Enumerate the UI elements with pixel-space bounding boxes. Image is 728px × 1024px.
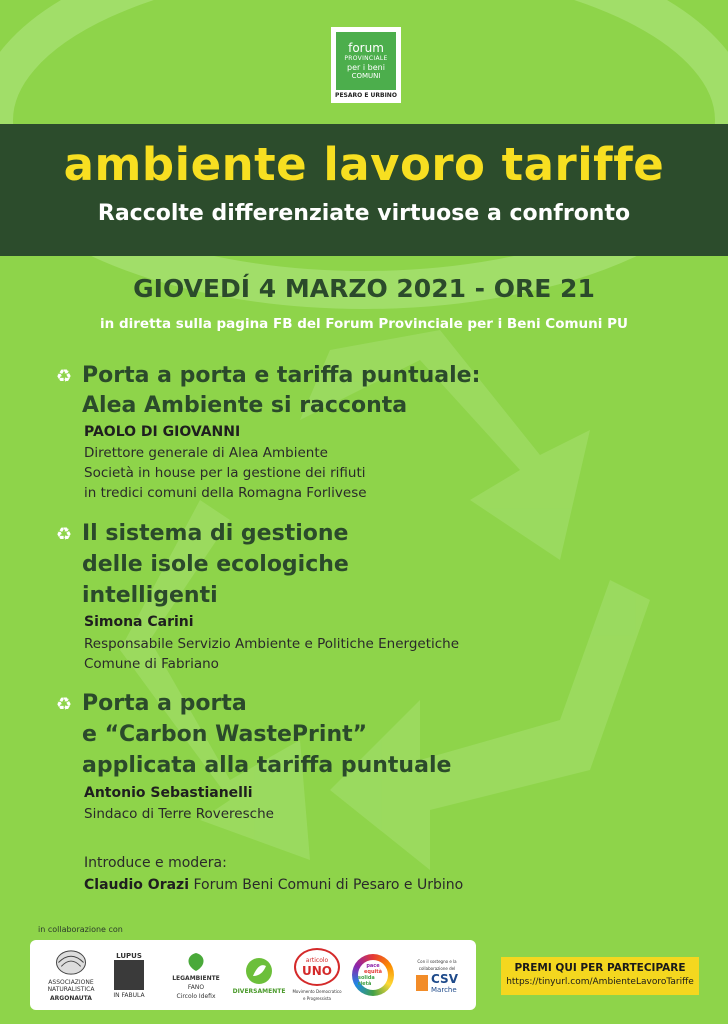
moderator-org: Forum Beni Comuni di Pesaro e Urbino: [193, 877, 464, 893]
forum-logo-mark: [336, 32, 396, 90]
leaf-circle-icon: [244, 956, 274, 986]
speaker-role: Direttore generale di Alea Ambiente: [84, 445, 328, 461]
item-title-line: intelligenti: [82, 583, 218, 608]
legambiente-logo: [166, 948, 226, 1002]
logo-subtitle: PESARO E URBINO: [335, 92, 397, 99]
speaker-role: Sindaco di Terre Roveresche: [84, 806, 274, 822]
csv-name: CSV: [431, 972, 458, 986]
peace-equity-logo: [348, 948, 398, 1002]
item-title-line: Il sistema di gestione: [82, 521, 349, 546]
page-title: ambiente lavoro tariffe: [63, 138, 665, 191]
page-subtitle: Raccolte differenziate virtuose a confronto: [97, 201, 631, 226]
participate-button[interactable]: [501, 957, 699, 995]
speaker-name: Simona Carini: [84, 614, 194, 630]
legambiente-name: LEGAMBIENTE: [172, 974, 220, 982]
recycle-icon: ♻: [56, 694, 73, 715]
speaker-role: in tredici comuni della Romagna Forlivese: [84, 485, 367, 501]
event-date: GIOVEDÍ 4 MARZO 2021 - ORE 21: [133, 274, 595, 303]
rainbow-circle-icon: [352, 954, 394, 996]
speaker-role: Società in house per la gestione dei rifiuti: [84, 465, 366, 481]
articolo-sub: Movimento Democratico e Progressista: [292, 989, 342, 1001]
item-title-line: Porta a porta: [82, 691, 247, 716]
title-banner: [0, 124, 728, 256]
logo-line3: per i beni: [347, 62, 385, 72]
logo-line4: COMUNI: [351, 71, 381, 80]
argonauta-logo: [42, 948, 100, 1002]
argonauta-top: ASSOCIAZIONE NATURALISTICA: [47, 979, 95, 993]
recycle-icon: ♻: [56, 524, 73, 545]
articolo-uno-badge: [294, 948, 340, 986]
forum-logo: [331, 27, 401, 103]
csv-marche-logo: [408, 948, 466, 1002]
lupus-bottom: IN FABULA: [113, 992, 145, 999]
logo-line1: forum: [348, 40, 384, 55]
moderator-block: [84, 852, 463, 896]
recycle-icon: ♻: [56, 366, 73, 387]
logo-line2: PROVINCIALE: [344, 54, 388, 62]
participate-link[interactable]: https://tinyurl.com/AmbienteLavoroTariffe: [506, 977, 694, 987]
moderator-line: [84, 874, 463, 896]
collaboration-label: in collaborazione con: [38, 925, 123, 934]
articolo-top: articolo: [305, 956, 329, 964]
diversamente-name: DIVERSAMENTE: [232, 987, 286, 995]
item-title-line: e “Carbon WastePrint”: [82, 722, 368, 747]
diversamente-logo: [234, 948, 284, 1002]
csv-top: Con il sostegno e la collaborazione del: [417, 959, 457, 971]
circle-line-2: equità: [363, 969, 382, 975]
participate-label: PREMI QUI PER PARTECIPARE: [514, 962, 686, 974]
lupus-logo: [108, 948, 150, 1002]
articolo-uno-logo: [292, 948, 342, 1002]
moderator-label: Introduce e modera:: [84, 855, 227, 871]
item-title-line: Porta a porta e tariffa puntuale:: [82, 363, 481, 388]
speaker-name: PAOLO DI GIOVANNI: [84, 424, 241, 440]
leaf-icon: [183, 951, 209, 973]
item-title-line: delle isole ecologiche: [82, 552, 349, 577]
wolf-icon: [114, 960, 144, 990]
item-title-line: Alea Ambiente si racconta: [82, 393, 408, 418]
item-title-line: applicata alla tariffa puntuale: [82, 753, 452, 778]
speaker-role: Comune di Fabriano: [84, 656, 219, 672]
csv-sub: Marche: [431, 986, 457, 994]
circle-line-1: pace: [366, 963, 380, 969]
event-live-info: in diretta sulla pagina FB del Forum Provinciale per i Beni Comuni PU: [100, 316, 628, 332]
csv-mark-icon: [416, 975, 428, 991]
speaker-name: Antonio Sebastianelli: [84, 785, 253, 801]
articolo-uno-name: UNO: [302, 963, 332, 978]
circle-line-3: solida rietà: [358, 975, 375, 987]
argonauta-name: ARGONAUTA: [50, 995, 92, 1002]
shell-icon: [54, 948, 88, 977]
legambiente-sub2: Circolo Idefix: [176, 992, 216, 1000]
lupus-top: LUPUS: [116, 952, 142, 960]
legambiente-sub: FANO: [187, 983, 205, 991]
speaker-role: Responsabile Servizio Ambiente e Politiche Energetiche: [84, 636, 460, 652]
partner-logos-panel: [30, 940, 476, 1010]
moderator-name: Claudio Orazi: [84, 877, 189, 893]
